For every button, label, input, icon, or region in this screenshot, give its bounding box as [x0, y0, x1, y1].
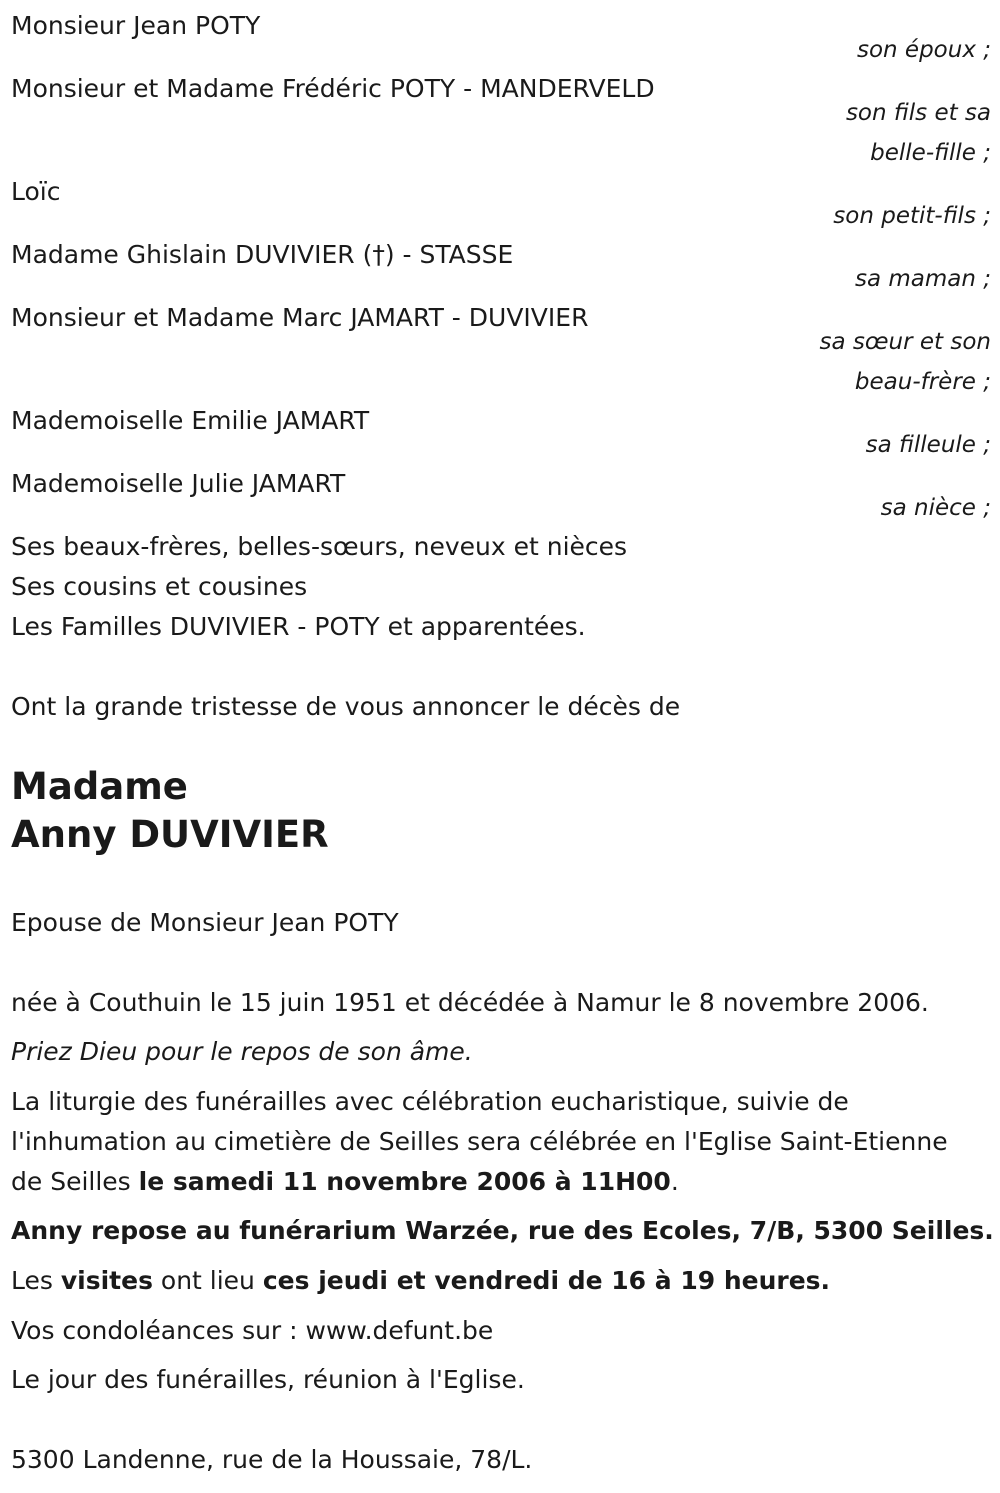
others-line-1: Ses beaux-frères, belles-sœurs, neveux et nièces — [11, 532, 628, 561]
visits-prefix: Les — [11, 1266, 61, 1295]
family-relation-6: sa filleule ; — [865, 432, 991, 458]
liturgy-text: La liturgie des funérailles avec célébration eucharistique, suivie de l'inhumation au cimetière de Seilles sera célébrée en l'Eglise Saint-Etienne de Seilles — [11, 1087, 948, 1196]
family-name-5: Monsieur et Madame Marc JAMART - DUVIVIER — [11, 303, 589, 332]
liturgy-date: le samedi 11 novembre 2006 à 11H00 — [138, 1167, 671, 1196]
spouse-line: Epouse de Monsieur Jean POTY — [11, 908, 399, 937]
funerarium-line: Anny repose au funérarium Warzée, rue des Ecoles, 7/B, 5300 Seilles. — [11, 1216, 994, 1245]
visits-middle: ont lieu — [152, 1266, 263, 1295]
family-name-4: Madame Ghislain DUVIVIER (†) - STASSE — [11, 240, 514, 269]
family-relation-3: son petit-fils ; — [833, 203, 991, 229]
address-line: 5300 Landenne, rue de la Houssaie, 78/L. — [11, 1445, 533, 1474]
condolences-line: Vos condoléances sur : www.defunt.be — [11, 1316, 494, 1345]
obituary-notice — [11, 0, 994, 1493]
family-name-7: Mademoiselle Julie JAMART — [11, 469, 346, 498]
visits-when: ces jeudi et vendredi de 16 à 19 heures. — [262, 1266, 831, 1295]
meeting-line: Le jour des funérailles, réunion à l'Eglise. — [11, 1365, 525, 1394]
family-name-6: Mademoiselle Emilie JAMART — [11, 406, 370, 435]
deceased-title: Madame — [11, 765, 188, 808]
family-name-1: Monsieur Jean POTY — [11, 11, 261, 40]
family-relation-5b: beau-frère ; — [854, 369, 991, 395]
family-relation-1: son époux ; — [856, 37, 991, 63]
visits-line — [11, 1261, 830, 1301]
family-relation-4: sa maman ; — [854, 266, 991, 292]
visits-word: visites — [60, 1266, 153, 1295]
family-relation-2a: son fils et sa — [845, 100, 991, 126]
family-relation-2b: belle-fille ; — [870, 140, 991, 166]
others-line-2: Ses cousins et cousines — [11, 572, 308, 601]
dates-line: née à Couthuin le 15 juin 1951 et décédée à Namur le 8 novembre 2006. — [11, 988, 929, 1017]
liturgy-end: . — [670, 1167, 679, 1196]
family-name-2: Monsieur et Madame Frédéric POTY - MANDERVELD — [11, 74, 655, 103]
liturgy-paragraph — [11, 1082, 971, 1202]
family-name-3: Loïc — [11, 177, 61, 206]
announcement: Ont la grande tristesse de vous annoncer le décès de — [11, 692, 681, 721]
family-relation-7: sa nièce ; — [880, 495, 991, 521]
others-line-3: Les Familles DUVIVIER - POTY et apparentées. — [11, 612, 586, 641]
deceased-name: Anny DUVIVIER — [11, 813, 329, 856]
prayer-line: Priez Dieu pour le repos de son âme. — [11, 1037, 473, 1066]
family-relation-5a: sa sœur et son — [819, 329, 991, 355]
